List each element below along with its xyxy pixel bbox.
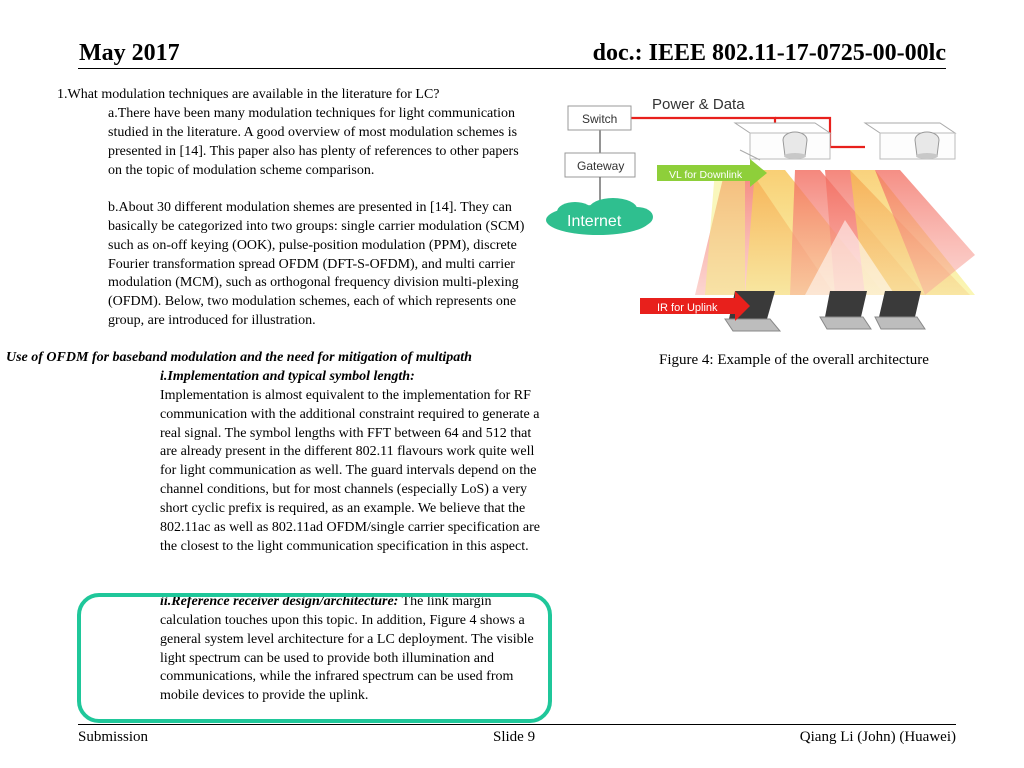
figure-title: Power & Data xyxy=(652,96,745,113)
laptop-3 xyxy=(875,291,925,329)
internet-label: Internet xyxy=(567,213,622,230)
switch-box xyxy=(568,106,631,130)
item-ii-heading: ii.Reference receiver design/architecture: xyxy=(160,594,399,609)
question-1: 1.What modulation techniques are available in the literature for LC? xyxy=(57,87,440,102)
section-heading: Use of OFDM for baseband modulation and the need for mitigation of multipath xyxy=(6,350,472,365)
footer-slide-number: Slide 9 xyxy=(493,729,536,745)
switch-label: Switch xyxy=(582,112,618,126)
figure-caption: Figure 4: Example of the overall architecture xyxy=(659,352,929,368)
footer-author: Qiang Li (John) (Huawei) xyxy=(799,729,956,745)
gateway-box xyxy=(565,153,635,203)
vl-downlink-label: VL for Downlink xyxy=(669,169,743,181)
architecture-figure xyxy=(545,85,975,345)
footer-rule xyxy=(78,724,956,725)
footer-submission: Submission xyxy=(78,729,149,745)
ir-uplink-label: IR for Uplink xyxy=(657,302,718,314)
header-doc-id: doc.: IEEE 802.11-17-0725-00-00lc xyxy=(592,40,946,66)
item-i-body: Implementation is almost equivalent to the implementation for RF communication with the additional constraint required to generate a real signal. The symbol lengths with FFT between 64 and 512 that are already present in the different 802.11 flavours work quite well for light communication as well. The guard intervals depend on the channel conditions, but for most channels (especially LoS) a very short cyclic prefix is required, as an example. We believe that the 802.11ac as well as 802.11ad OFDM/single carrier specification are the closest to the light communication specification in this aspect. xyxy=(160,387,540,554)
light-beams xyxy=(695,170,975,295)
highlight-box xyxy=(77,593,552,723)
header-rule xyxy=(78,68,946,69)
lamp-fixture-left xyxy=(735,123,830,160)
answer-a: a.There have been many modulation techniques for light communication studied in the literature. A good overview of most modulation schemes is presented in [14]. This paper also has plenty of references to other papers on the topic of modulation scheme comparison. xyxy=(108,106,519,178)
header-date: May 2017 xyxy=(79,40,180,66)
gateway-label: Gateway xyxy=(577,159,625,173)
answer-b: b.About 30 different modulation shemes are presented in [14]. They can basically be categorized into two groups: single carrier modulation (SCM) such as on-off keying (OOK), pulse-position modulation (PPM), discrete Fourier transformation spread OFDM (DFT-S-OFDM), and multi carrier modulation (MCM), such as orthogonal frequency division multi-plexing (OFDM). Below, two modulation schemes, each of which represents one group, are introduced for illustration. xyxy=(108,200,525,329)
item-ii-body: The link margin calculation touches upon this topic. In addition, Figure 4 shows a general system level architecture for a LC deployment. The visible light spectrum can be used to provide both illumination and communications, while the infrared spectrum can be used from mobile devices to provide the uplink. xyxy=(160,594,534,704)
item-i xyxy=(160,368,540,556)
lamp-fixture-right xyxy=(865,123,955,159)
internet-cloud xyxy=(546,198,653,235)
laptop-2 xyxy=(820,291,871,329)
vl-downlink-arrow xyxy=(657,159,767,187)
item-i-heading: i.Implementation and typical symbol length: xyxy=(160,369,415,384)
